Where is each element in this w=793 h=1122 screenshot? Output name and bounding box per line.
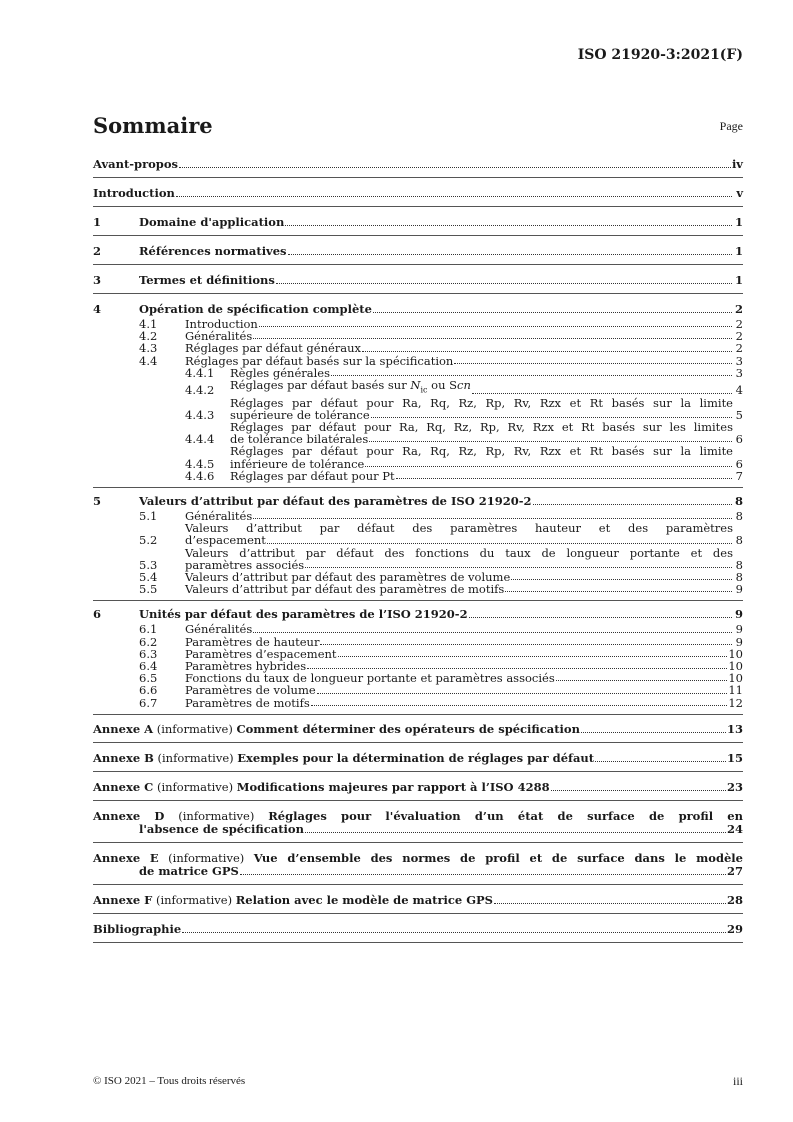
toc-entry-6-3[interactable]: 6.3 Paramètres d’espacement 10 — [139, 646, 743, 661]
toc-entry-5-4[interactable]: 5.4 Valeurs d’attribut par défaut des paramètres de volume 8 — [139, 569, 743, 584]
page-column-label: Page — [719, 119, 743, 133]
toc-entry-chapter-4[interactable]: 4 Opération de spécification complète 2 — [93, 302, 743, 316]
toc-entry-5-3[interactable]: 5.3 Valeurs d’attribut par défaut des fonctions du taux de longueur portante et des paramètres associés 8 — [139, 545, 743, 572]
toc-entry-4-4-4[interactable]: 4.4.4 Réglages par défaut pour Ra, Rq, Rz, Rp, Rv, Rzx et Rt basés sur les limites de tolérance bilatérales 6 — [185, 419, 743, 447]
footer-copyright: © ISO 2021 – Tous droits réservés — [93, 1075, 246, 1087]
toc-entry-4-1[interactable]: 4.1 Introduction 2 — [139, 317, 743, 331]
toc-entry-6-2[interactable]: 6.2 Paramètres de hauteur 9 — [139, 634, 743, 649]
toc-entry-chapter-5[interactable]: 5 Valeurs d’attribut par défaut des paramètres de ISO 21920-2 8 — [93, 493, 743, 508]
toc-entry-annex-c[interactable]: Annexe C (informative) Modifications majeures par rapport à l’ISO 4288 23 — [93, 778, 743, 801]
footer-page-number: iii — [732, 1074, 743, 1088]
toc-chapter-4-block — [93, 300, 743, 488]
toc-entry-4-4[interactable]: 4.4 Réglages par défaut basés sur la spécification 3 — [139, 353, 743, 368]
toc-entry-6-6[interactable]: 6.6 Paramètres de volume 11 — [139, 683, 743, 698]
toc-entry-chapter-1[interactable]: 1 Domaine d'application 1 — [93, 213, 743, 236]
toc-entry-chapter-2[interactable]: 2 Références normatives 1 — [93, 242, 743, 265]
toc-entry-annex-e[interactable]: Annexe E (informative) Vue d’ensemble des normes de profil et de surface dans le modèle de matrice GPS 27 — [93, 849, 743, 885]
toc-entry-4-4-1[interactable]: 4.4.1 Règles générales 3 — [185, 365, 743, 380]
toc-entry-4-4-3[interactable]: 4.4.3 Réglages par défaut pour Ra, Rq, Rz, Rp, Rv, Rzx et Rt basés sur la limite supérieure de tolérance 5 — [185, 395, 743, 422]
toc-entry-4-4-6[interactable]: 4.4.6 Réglages par défaut pour Pt 7 — [185, 468, 743, 483]
toc-entry-5-1[interactable]: 5.1 Généralités 8 — [139, 508, 743, 523]
toc-entry-bibliography[interactable]: Bibliographie 29 — [93, 920, 743, 943]
toc-entry-4-2[interactable]: 4.2 Généralités 2 — [139, 329, 743, 344]
toc-entry-chapter-6[interactable]: 6 Unités par défaut des paramètres de l’ISO 21920-2 9 — [93, 607, 743, 622]
toc-entry-annex-f[interactable]: Annexe F (informative) Relation avec le modèle de matrice GPS 28 — [93, 891, 743, 914]
toc-entry-4-4-5[interactable]: 4.4.5 Réglages par défaut pour Ra, Rq, Rz, Rp, Rv, Rzx et Rt basés sur la limite inférieure de tolérance 6 — [185, 444, 743, 471]
toc-entry-4-3[interactable]: 4.3 Réglages par défaut généraux 2 — [139, 341, 743, 356]
toc-entry-6-5[interactable]: 6.5 Fonctions du taux de longueur portante et paramètres associés 10 — [139, 671, 743, 686]
toc-entry-6-7[interactable]: 6.7 Paramètres de motifs 12 — [139, 695, 743, 710]
toc-entry-annex-b[interactable]: Annexe B (informative) Exemples pour la détermination de réglages par défaut 15 — [93, 749, 743, 772]
toc-entry-chapter-3[interactable]: 3 Termes et définitions 1 — [93, 271, 743, 294]
document-id: ISO 21920-3:2021(F) — [577, 47, 743, 63]
page-title: Sommaire — [93, 113, 213, 138]
toc-entry-annex-a[interactable]: Annexe A (informative) Comment déterminer des opérateurs de spécification 13 — [93, 720, 743, 743]
toc-entry-annex-d[interactable]: Annexe D (informative) Réglages pour l'évaluation d’un état de surface de profil en l'absence de spécification 24 — [93, 807, 743, 843]
toc-entry-5-5[interactable]: 5.5 Valeurs d’attribut par défaut des paramètres de motifs 9 — [139, 582, 743, 597]
toc-chapter-5-block — [93, 492, 743, 601]
toc-entry-5-2[interactable]: 5.2 Valeurs d’attribut par défaut des paramètres hauteur et des paramètres d’espacement 8 — [139, 521, 743, 548]
toc-entry-introduction[interactable]: Introduction v — [93, 184, 743, 207]
toc-entry-6-1[interactable]: 6.1 Généralités 9 — [139, 622, 743, 637]
toc-entry-4-4-2[interactable]: 4.4.2 Réglages par défaut basés sur $N_{ic}$ ou Scn 4 — [185, 378, 743, 398]
toc-chapter-6-block — [93, 605, 743, 714]
toc-entry-6-4[interactable]: 6.4 Paramètres hybrides 10 — [139, 658, 743, 673]
toc-entry-avant-propos[interactable]: Avant-propos iv — [93, 155, 743, 178]
table-of-contents — [93, 155, 743, 943]
